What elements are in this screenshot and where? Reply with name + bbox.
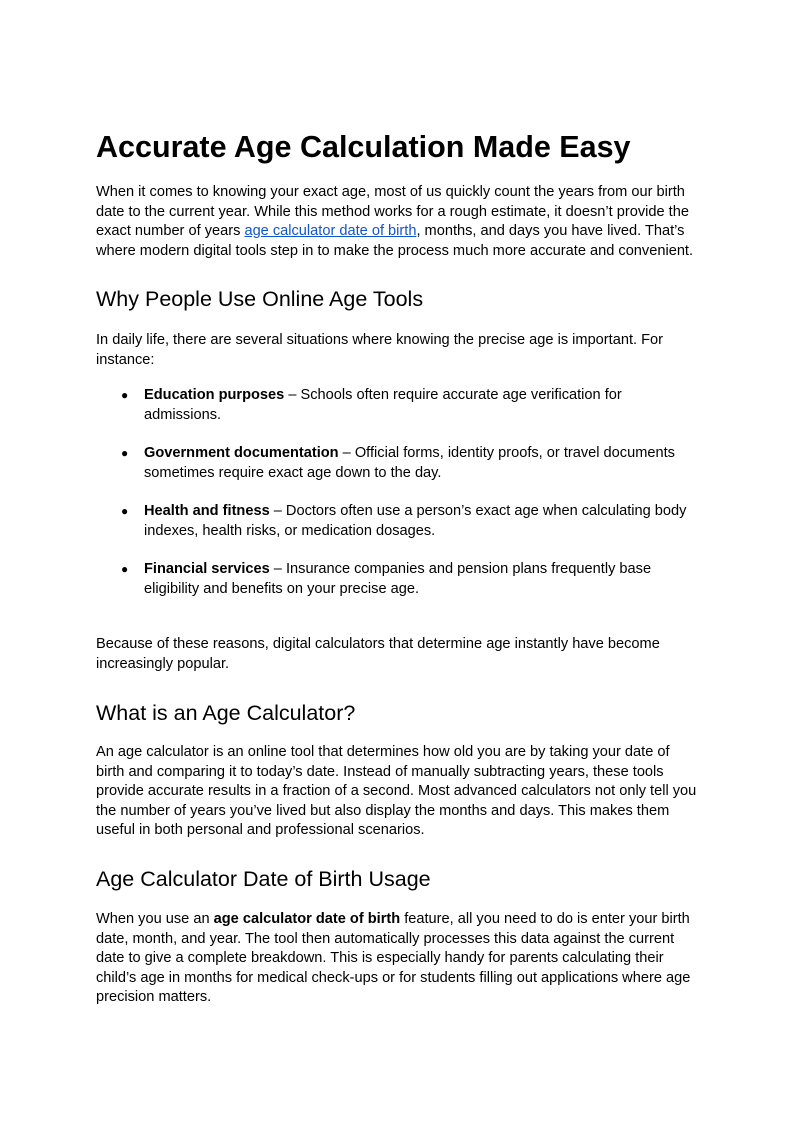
intro-text-after-link: , months, and days you have lived. That’s where modern digital tools step in to make the process much more accurate and convenient. [96, 223, 694, 259]
section3-text-after-bold: feature, all you need to do is enter your birth date, month, and year. The tool then automatically processes this data against the current date to give a complete breakdown. This is especially handy for parents calculating their child’s age in months for medical check-ups or for students filling out applications where age precision matters. [96, 911, 691, 1005]
section3-body [96, 910, 701, 1008]
age-calculator-link[interactable]: age calculator date of birth [244, 223, 417, 239]
section3-bold-term: age calculator date of birth [213, 911, 401, 927]
list-item-title: Government documentation [144, 445, 339, 461]
intro-text-before-link: When it comes to knowing your exact age, most of us quickly count the years from our birth date to the current year. While this method works for a rough estimate, it doesn’t provide the exact number of years [96, 184, 689, 239]
list-item [96, 444, 699, 483]
section-heading-why-people: Why People Use Online Age Tools [96, 287, 424, 311]
bullet-icon: ● [121, 388, 129, 402]
section-heading-what-is: What is an Age Calculator? [96, 701, 356, 725]
bullet-icon: ● [121, 562, 129, 576]
reasons-list [96, 386, 701, 618]
list-item-text: – Official forms, identity proofs, or travel documents sometimes require exact age down to the day. [144, 445, 675, 481]
list-item-text: – Doctors often use a person’s exact age when calculating body indexes, health risks, or medication dosages. [144, 503, 687, 539]
section-heading-usage: Age Calculator Date of Birth Usage [96, 867, 431, 891]
section2-body: An age calculator is an online tool that determines how old you are by taking your date of birth and comparing it to today’s date. Instead of manually subtracting years, these tools provide accurate results in a fraction of a second. Most advanced calculators not only tell you the number of years you’ve lived but also display the months and days. This makes them useful in both personal and professional scenarios. [96, 744, 697, 838]
page-title: Accurate Age Calculation Made Easy [96, 130, 631, 164]
list-item [96, 386, 699, 425]
section1-outro: Because of these reasons, digital calculators that determine age instantly have become increasingly popular. [96, 636, 660, 672]
list-item-text: – Schools often require accurate age verification for admissions. [144, 387, 622, 423]
list-item-text: – Insurance companies and pension plans frequently base eligibility and benefits on your precise age. [144, 561, 652, 597]
list-item-title: Education purposes [144, 387, 285, 403]
list-item [96, 502, 699, 541]
bullet-icon: ● [121, 504, 129, 518]
list-item-title: Health and fitness [144, 503, 270, 519]
list-item-title: Financial services [144, 561, 270, 577]
bullet-icon: ● [121, 446, 129, 460]
intro-paragraph [96, 183, 701, 261]
list-item [96, 560, 699, 599]
section3-text-before-bold: When you use an [96, 911, 214, 927]
section1-intro: In daily life, there are several situations where knowing the precise age is important. For instance: [96, 332, 664, 368]
